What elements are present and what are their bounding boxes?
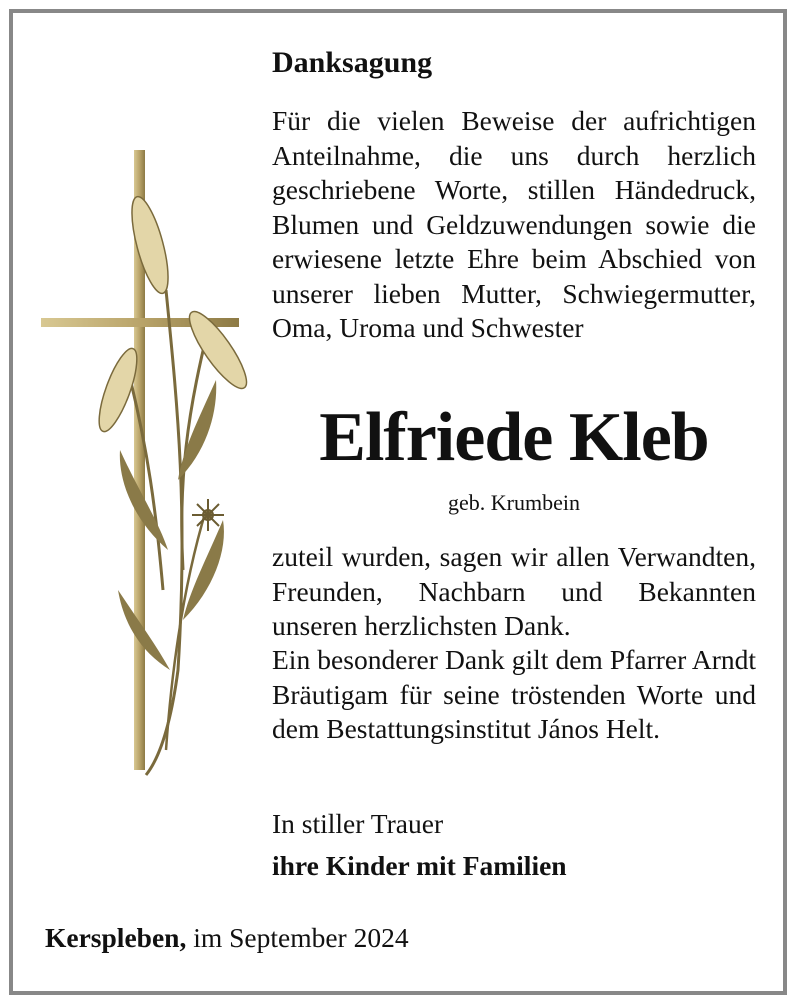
place-date bbox=[45, 922, 409, 954]
cross-with-wheat-icon bbox=[38, 150, 248, 780]
mourning-line: In stiller Trauer bbox=[272, 808, 444, 839]
place: Kerspleben, bbox=[45, 922, 187, 953]
thanks-paragraph-2: zuteil wurden, sagen wir allen Verwandten, Freunden, Nachbarn und Bekannten unseren herzlichsten Dank. bbox=[272, 541, 756, 641]
deceased-name: Elfriede Kleb bbox=[319, 399, 709, 476]
signatories: ihre Kinder mit Familien bbox=[272, 850, 567, 881]
birth-name: geb. Krumbein bbox=[448, 490, 580, 515]
thanks-paragraph-3: Ein besonderer Dank gilt dem Pfarrer Arndt Bräutigam für seine tröstenden Worte und dem Bestattungsinstitut János Helt. bbox=[272, 644, 756, 744]
date: im September 2024 bbox=[186, 922, 409, 953]
thanks-paragraph-1: Für die vielen Beweise der aufrichtigen Anteilnahme, die uns durch herzlich geschriebene Worte, stillen Händedruck, Blumen und Geldzuwendungen sowie die erwiesene letzte Ehre beim Abschied von unserer lieben Mutter, Schwiegermutter, Oma, Uroma und Schwester bbox=[272, 105, 756, 343]
heading: Danksagung bbox=[272, 46, 433, 79]
